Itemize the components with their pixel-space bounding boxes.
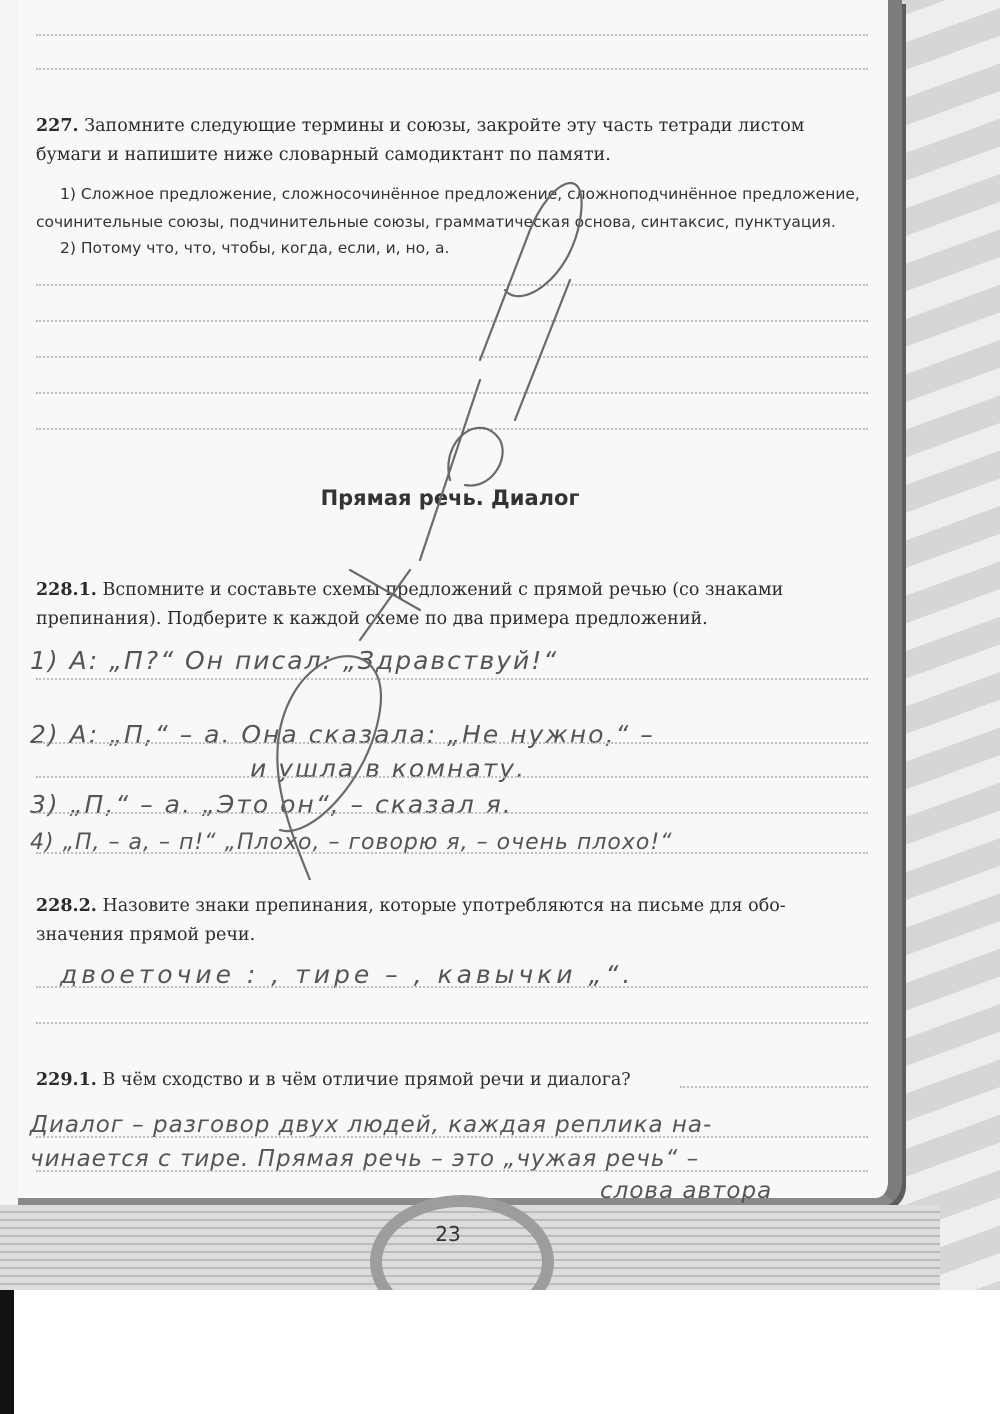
task-number: 229.1.: [36, 1070, 97, 1090]
task-text: Запомните следующие термины и союзы, закройте эту часть тетради листом: [84, 116, 805, 136]
handwritten-answer-228-2: двоеточие : , тире – , кавычки „“.: [60, 960, 635, 989]
pen-scribble-overlay: [250, 140, 610, 880]
writing-line: [36, 1136, 868, 1138]
decorative-bottom-band: [0, 1205, 940, 1290]
handwritten-answer-229-1-line1: Диалог – разговор двух людей, каждая реплика на-: [30, 1112, 713, 1138]
writing-line: [36, 986, 868, 988]
writing-line: [36, 68, 868, 70]
task-text: В чём сходство и в чём отличие прямой речи и диалога?: [102, 1070, 631, 1090]
task-text: бумаги и напишите ниже словарный самодиктант по памяти.: [36, 145, 611, 165]
scan-edge: [0, 1290, 14, 1414]
task-number: 228.1.: [36, 580, 97, 600]
task-number: 228.2.: [36, 896, 97, 916]
task-text: препинания). Подберите к каждой схеме по два примера предложений.: [36, 609, 708, 629]
item-text: 1) Сложное предложение, сложносочинённое предложение, сложноподчинённое предложение,: [60, 185, 860, 203]
handwritten-answer-229-1-line3: слова автора: [600, 1178, 773, 1204]
section-heading: Прямая речь. Диалог: [320, 486, 580, 510]
handwritten-answer-229-1-line2: чинается с тире. Прямая речь – это „чужая речь“ –: [30, 1146, 700, 1172]
handwritten-answer-1: 1) А: „П?“ Он писал: „Здравствуй!“: [30, 646, 559, 675]
task-228-2: [36, 892, 871, 950]
writing-line: [680, 1086, 868, 1088]
item-text: 2) Потому что, что, чтобы, когда, если, и, но, а.: [60, 239, 450, 257]
task-text: значения прямой речи.: [36, 925, 256, 945]
handwritten-answer-3: 3) „П,“ – а. „Это он“, – сказал я.: [30, 790, 513, 819]
handwritten-answer-4: 4) „П, – а, – п!“ „Плохо, – говорю я, – очень плохо!“: [30, 830, 673, 855]
task-text: Вспомните и составьте схемы предложений с прямой речью (со знаками: [102, 580, 784, 600]
handwritten-answer-2-cont: и ушла в комнату.: [250, 754, 527, 783]
writing-line: [36, 1022, 868, 1024]
writing-line: [36, 1170, 868, 1172]
task-text: Назовите знаки препинания, которые употребляются на письме для обо-: [102, 896, 786, 916]
blank-margin: [14, 1290, 1000, 1414]
item-text: сочинительные союзы, подчинительные союзы, грамматическая основа, синтаксис, пунктуация.: [36, 213, 836, 231]
task-229-1: [36, 1066, 871, 1095]
handwritten-answer-2: 2) А: „П,“ – а. Она сказала: „Не нужно,“ –: [30, 720, 655, 749]
task-number: 227.: [36, 116, 79, 136]
writing-line: [36, 34, 868, 36]
page-number: 23: [435, 1222, 461, 1246]
